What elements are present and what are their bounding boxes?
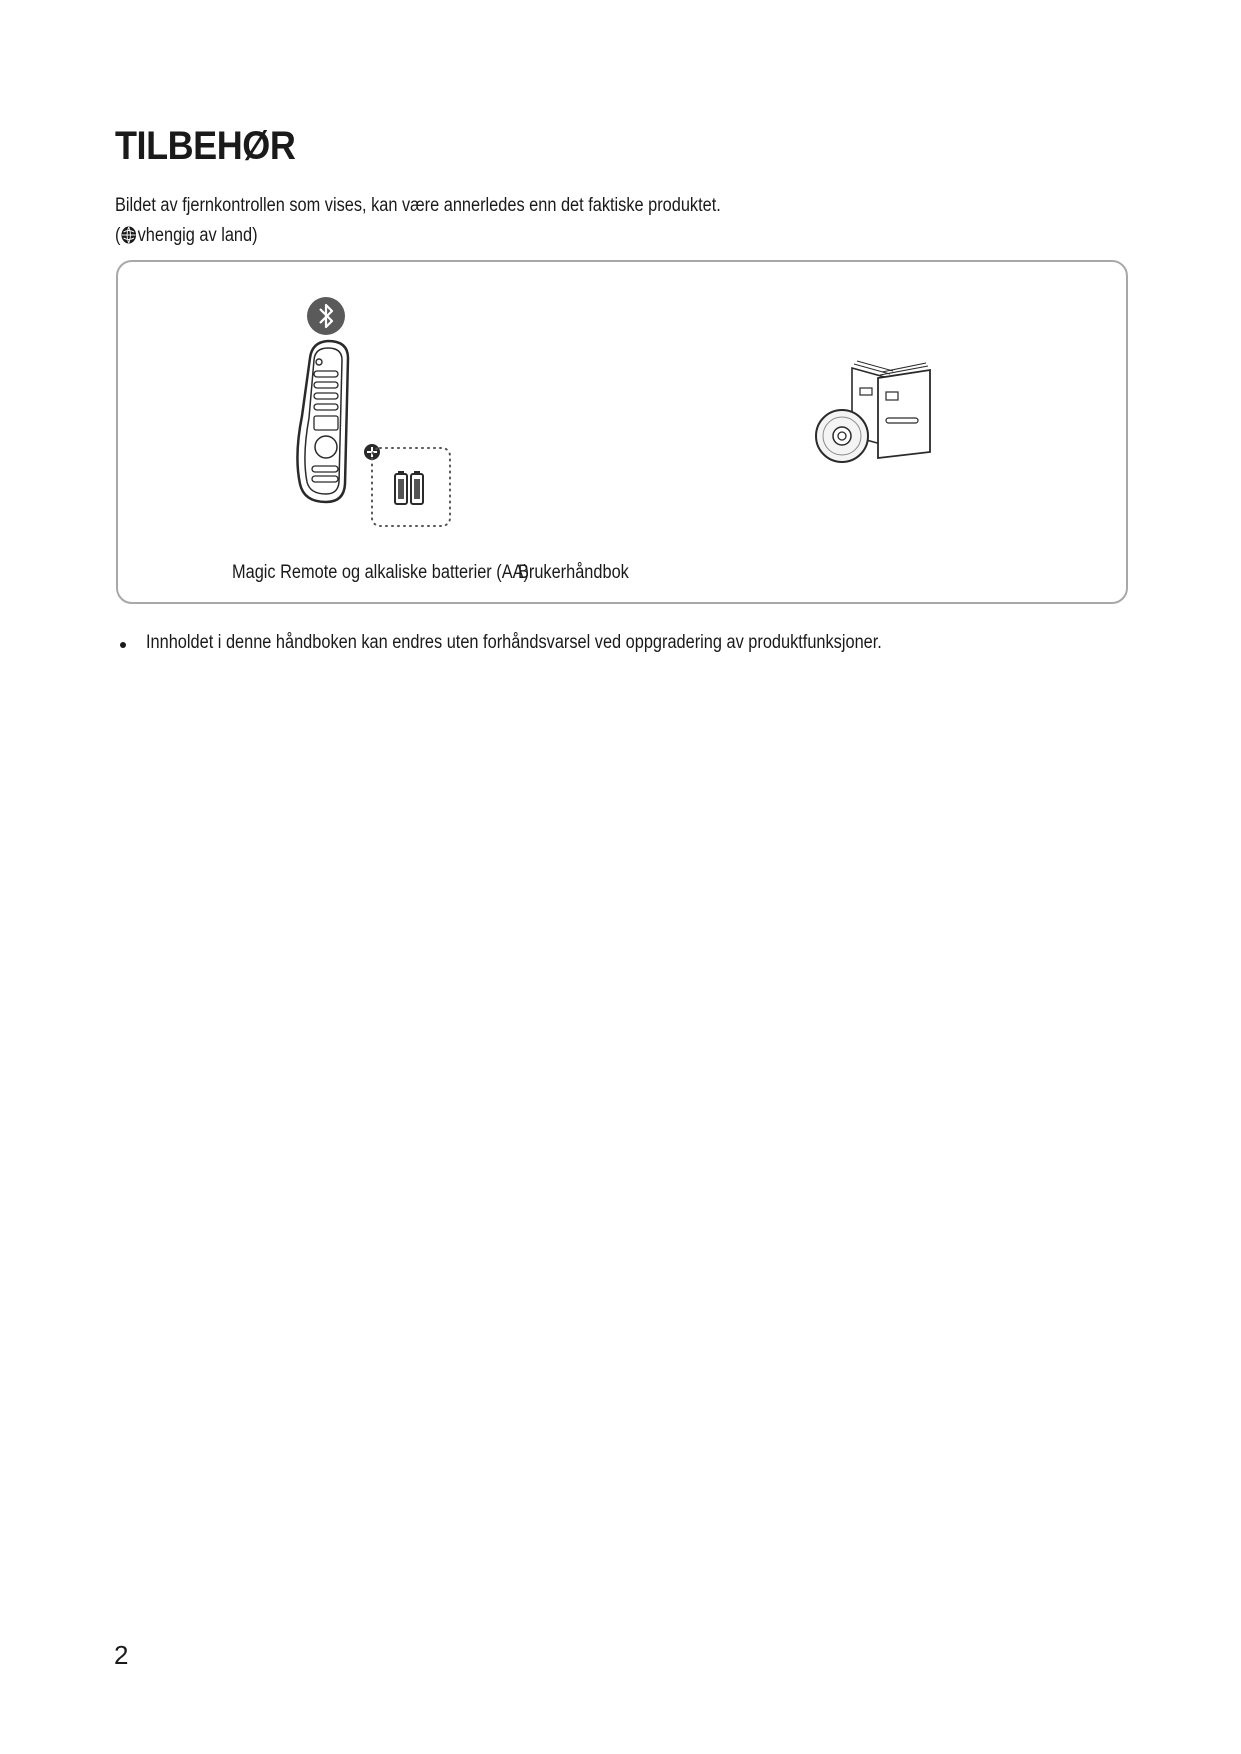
user-manual-illustration <box>810 360 940 470</box>
bullet-icon <box>120 642 126 648</box>
accessories-box <box>116 260 1128 604</box>
intro-text: Bildet av fjernkontrollen som vises, kan være annerledes enn det faktiske produktet. <box>115 195 721 216</box>
remote-caption: Magic Remote og alkaliske batterier (AA) <box>232 562 529 583</box>
page-number: 2 <box>114 1640 129 1670</box>
batteries-icon <box>372 448 450 526</box>
magic-remote-illustration <box>290 296 460 536</box>
manual-caption: Brukerhåndbok <box>518 562 629 583</box>
globe-icon <box>121 226 136 244</box>
bluetooth-icon <box>307 297 345 335</box>
country-note-text: vhengig av land) <box>137 225 258 246</box>
note-text: Innholdet i denne håndboken kan endres uten forhåndsvarsel ved oppgradering av produktfunksjoner. <box>146 632 882 653</box>
cd-icon <box>816 410 868 462</box>
country-note <box>115 225 258 247</box>
country-note-open-paren: ( <box>115 225 121 246</box>
page-title: TILBEHØR <box>115 124 296 168</box>
remote-icon <box>297 341 348 502</box>
